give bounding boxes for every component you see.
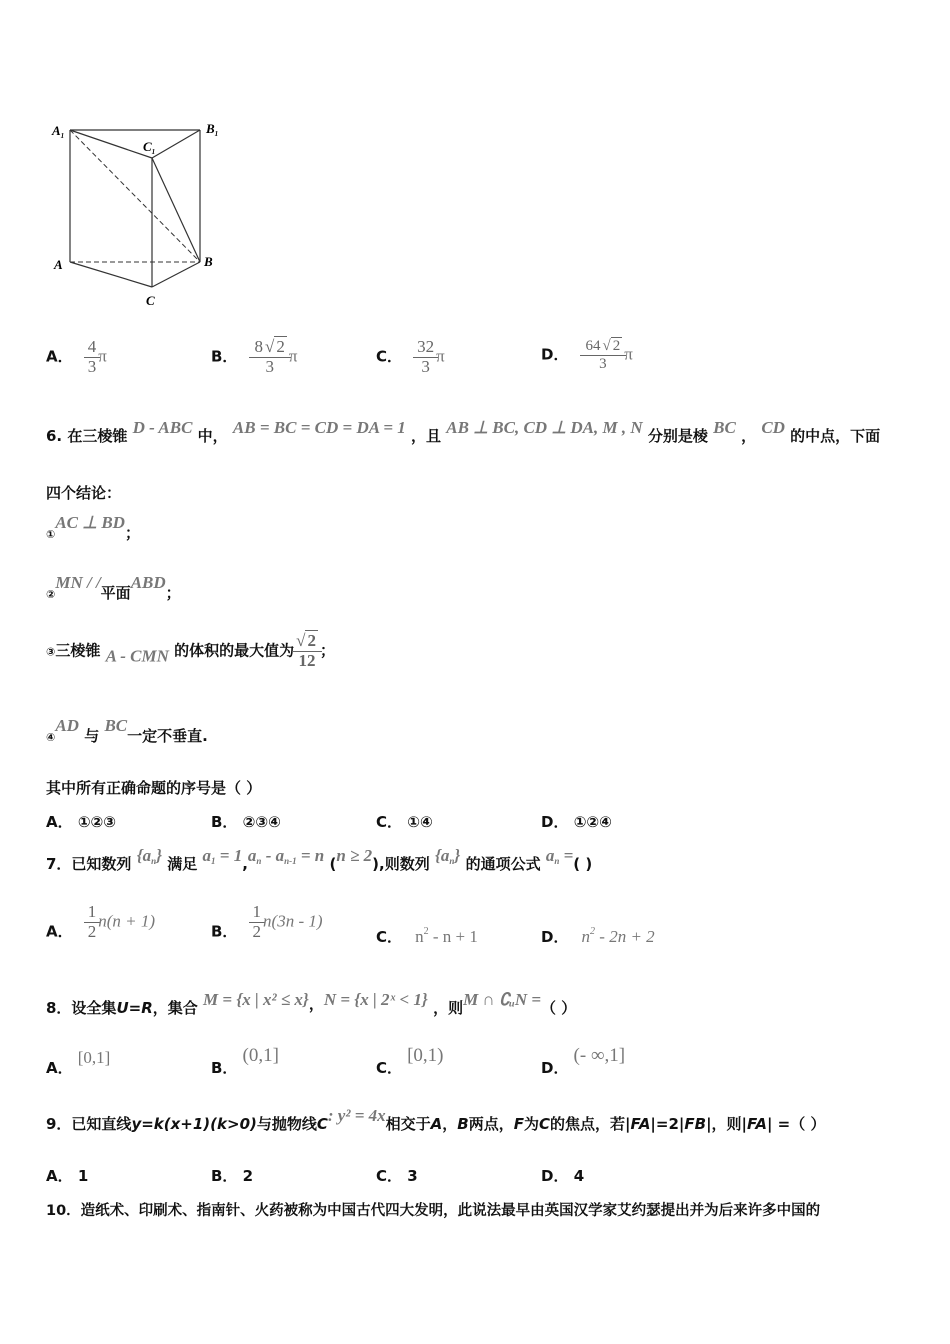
q7-option-d[interactable]: D． $n^2 - 2n + 2$ [541, 926, 655, 946]
diag-a1b-hidden [70, 130, 200, 262]
q10-stem: 10．造纸术、印刷术、指南针、火药被称为中国古代四大发明，此说法最早由英国汉学家艾约瑟提出并为后来许多中国的 [46, 1203, 821, 1219]
q7-stem: 7．已知数列 $\{a_n\}$ 满足 $a_1 = 1,a_n - a_{n-1} = n$ (n ≥ 2),则数列 $\{a_n\}$ 的通项公式 $a_n$ =( ) [46, 846, 593, 873]
q9-option-b[interactable]: B． 2 [211, 1167, 254, 1185]
q9-option-a[interactable]: A． 1 [46, 1167, 89, 1185]
label-a: A [54, 257, 63, 272]
q5-option-d[interactable]: D． $\frac{64 √ 2}{3}$ π [541, 338, 633, 372]
q8-stem: 8．设全集U=R，集合 M = {x | x² ≤ x}，N = {x | 2ˣ < 1} ，则M ∩ ∁ᵤN =（ ） [46, 990, 577, 1017]
q5-option-a[interactable]: A． $\frac{4}{3}$ π [46, 337, 107, 376]
q5-option-c[interactable]: C． $\frac{32}{3}$ π [376, 337, 445, 376]
q6-option-c[interactable]: C． ①④ [376, 813, 433, 831]
q6-ask: 其中所有正确命题的序号是（ ） [46, 779, 262, 797]
q8-option-a[interactable]: A． [0,1] [46, 1048, 111, 1077]
edge-b1c1 [152, 130, 200, 158]
q9-option-d[interactable]: D． 4 [541, 1167, 585, 1185]
prism-figure [40, 115, 230, 315]
q6-statement-4: $_④$AD 与 BC一定不垂直. [46, 716, 208, 745]
q6-statement-2: $_②$MN / /平面ABD； [46, 573, 181, 602]
q6-option-d[interactable]: D． ①②④ [541, 813, 612, 831]
label-b1: $B_1$ [206, 121, 219, 138]
edge-a1c1 [70, 130, 152, 158]
edge-ac [70, 262, 152, 287]
q8-option-b[interactable]: B． (0,1] [211, 1045, 279, 1077]
label-b: B [204, 254, 213, 269]
label-c: C [146, 293, 155, 308]
q7-option-b[interactable]: B． $\frac{1}{2}$ n(3n - 1) [211, 902, 323, 941]
q8-option-c[interactable]: C． [0,1) [376, 1045, 444, 1077]
q6-statement-3: ③三棱锥 A - CMN 的体积的最大值为 $\frac{√ 2}{12}$ ； [46, 631, 335, 670]
q9-stem: 9．已知直线y=k(x+1)(k>0)与抛物线C: y² = 4x相交于A，B两点，F为C的焦点，若|FA|=2|FB|，则|FA| =（ ） [46, 1106, 826, 1133]
q9-option-c[interactable]: C． 3 [376, 1167, 418, 1185]
q6-stem: 6. 在三棱锥 D - ABC 中， AB = BC = CD = DA = 1 ，且 AB ⊥ BC, CD ⊥ DA, M , N 分别是棱 BC ， CD 的中点，下面 [46, 418, 881, 445]
q8-option-d[interactable]: D． (- ∞,1] [541, 1045, 626, 1077]
q6-option-b[interactable]: B． ②③④ [211, 813, 281, 831]
q7-option-c[interactable]: C． $n^2 - n + 1$ [376, 926, 478, 946]
label-c1: $C_1$ [143, 139, 156, 156]
diag-c1b [152, 158, 200, 262]
q6-statement-1: $_①$AC ⊥ BD； [46, 513, 140, 542]
q5-option-b[interactable]: B． $\frac{8 √ 2}{3}$ π [211, 337, 298, 376]
q6-line2: 四个结论： [46, 484, 122, 502]
label-a1: $A_1$ [52, 123, 65, 140]
edge-bc [152, 262, 200, 287]
q7-option-a[interactable]: A． $\frac{1}{2}$ n(n + 1) [46, 902, 155, 941]
q6-option-a[interactable]: A． ①②③ [46, 813, 116, 831]
